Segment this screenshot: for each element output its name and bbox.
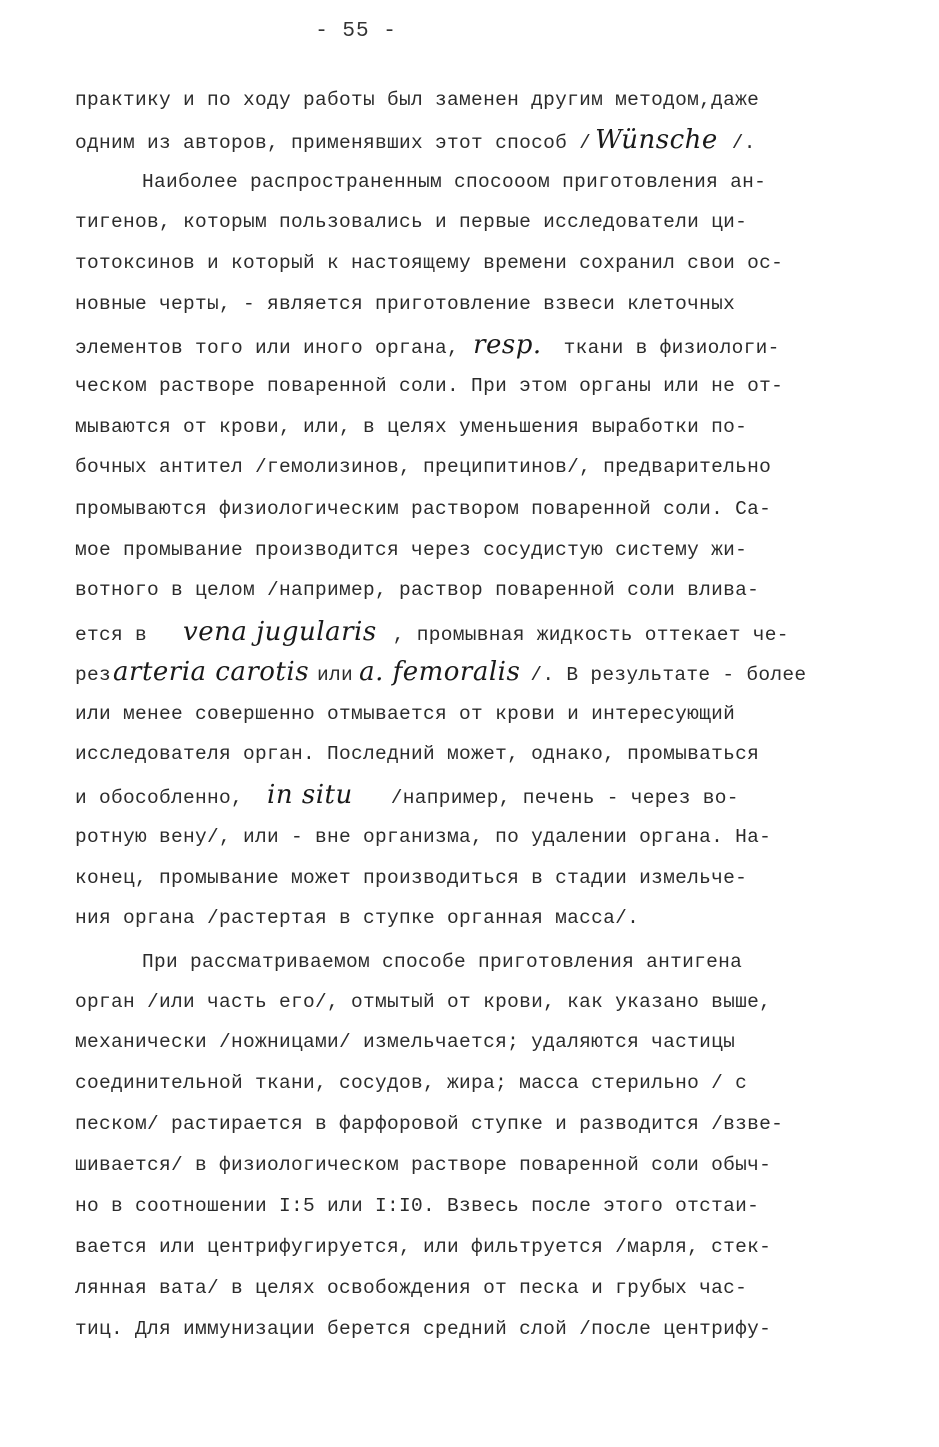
text-line: тиц. Для иммунизации берется средний слой /после центрифу- (75, 1318, 772, 1340)
text-line: бочных антител /гемолизинов, преципитинов/, предварительно (75, 456, 772, 478)
text-line: промываются физиологическим раствором поваренной соли. Са- (75, 498, 772, 520)
handwritten-term: a. femoralis (359, 657, 521, 687)
text-line: или менее совершенно отмывается от крови и интересующий (75, 703, 736, 725)
page-number: - 55 - (315, 20, 397, 43)
text-line: механически /ножницами/ измельчается; удаляются частицы (75, 1031, 736, 1053)
text-segment: и обособленно, (75, 787, 244, 809)
text-segment: одним из авторов, применявших этот способ / (75, 132, 592, 154)
handwritten-name: Wünsche (595, 125, 718, 155)
text-line (75, 657, 807, 687)
text-line: вотного в целом /например, раствор поваренной соли влива- (75, 579, 760, 601)
text-segment: /. В результате - более (530, 664, 807, 686)
text-line: орган /или часть его/, отмытый от крови, как указано выше, (75, 991, 772, 1013)
text-segment: рез (75, 664, 112, 686)
text-line: ротную вену/, или - вне организма, по удалении органа. На- (75, 826, 772, 848)
handwritten-abbreviation: resp. (473, 330, 542, 360)
text-line (75, 780, 739, 810)
text-line: исследователя орган. Последний может, однако, промываться (75, 743, 760, 765)
text-segment: ткани в физиологи- (563, 337, 780, 359)
text-line: мое промывание производится через сосудистую систему жи- (75, 539, 748, 561)
text-segment: или (317, 664, 354, 686)
text-line: конец, промывание может производиться в стадии измельче- (75, 867, 748, 889)
text-line: вается или центрифугируется, или фильтруется /марля, стек- (75, 1236, 772, 1258)
text-line: соединительной ткани, сосудов, жира; масса стерильно / с (75, 1072, 748, 1094)
text-line (75, 330, 780, 360)
text-line: шивается/ в физиологическом растворе поваренной соли обыч- (75, 1154, 772, 1176)
text-segment: ется в (75, 624, 148, 646)
text-line (75, 617, 789, 647)
paragraph-start-line: При рассматриваемом способе приготовления антигена (142, 951, 743, 973)
text-line: песком/ растирается в фарфоровой ступке и разводится /взве- (75, 1113, 784, 1135)
text-segment: /например, печень - через во- (390, 787, 739, 809)
text-line: ческом растворе поваренной соли. При этом органы или не от- (75, 375, 784, 397)
text-segment: элементов того или иного органа, (75, 337, 460, 359)
paragraph-start-line: Наиболее распространенным спосооом приготовления ан- (142, 171, 767, 193)
handwritten-term: arteria carotis (113, 657, 310, 687)
handwritten-term: in situ (267, 780, 353, 810)
text-line (75, 125, 756, 155)
text-line: мываются от крови, или, в целях уменьшения выработки по- (75, 416, 748, 438)
text-line: новные черты, - является приготовление взвеси клеточных (75, 293, 736, 315)
text-line: практику и по ходу работы был заменен другим методом,даже (75, 89, 760, 111)
text-line: тотоксинов и который к настоящему времени сохранил свои ос- (75, 252, 784, 274)
text-line: но в соотношении I:5 или I:I0. Взвесь после этого отстаи- (75, 1195, 760, 1217)
text-line: ния органа /растертая в ступке органная масса/. (75, 907, 640, 929)
text-segment: , промывная жидкость оттекает че- (392, 624, 789, 646)
handwritten-term: vena jugularis (183, 617, 377, 647)
text-segment: /. (731, 132, 756, 154)
text-line: лянная вата/ в целях освобождения от песка и грубых час- (75, 1277, 748, 1299)
text-line: тигенов, которым пользовались и первые исследователи ци- (75, 211, 748, 233)
